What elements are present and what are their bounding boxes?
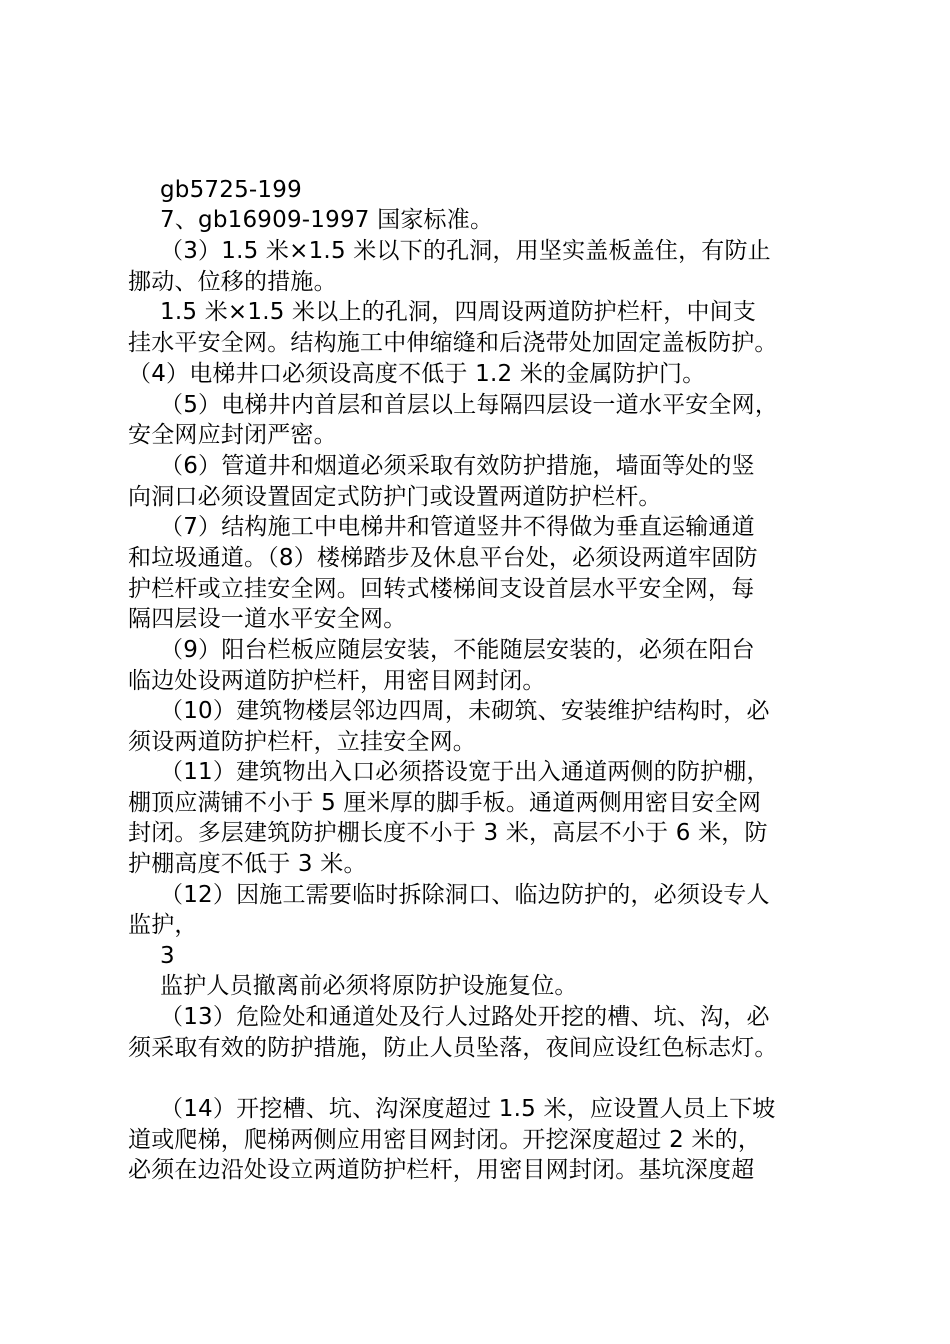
text-line: 7、gb16909-1997 国家标准。 bbox=[160, 207, 494, 233]
text-line: 护棚高度不低于 3 米。 bbox=[128, 851, 367, 877]
text-line: （10）建筑物楼层邻边四周，未砌筑、安装维护结构时，必 bbox=[160, 698, 770, 724]
text-line: （12）因施工需要临时拆除洞口、临边防护的，必须设专人 bbox=[160, 882, 770, 908]
text-line: （7）结构施工中电梯井和管道竖井不得做为垂直运输通道 bbox=[160, 514, 755, 540]
text-line: （6）管道井和烟道必须采取有效防护措施，墙面等处的竖 bbox=[160, 453, 755, 479]
text-line: 安全网应封闭严密。 bbox=[128, 422, 337, 448]
page-number: 3 bbox=[160, 943, 175, 969]
text-line: （13）危险处和通道处及行人过路处开挖的槽、坑、沟，必 bbox=[160, 1004, 770, 1030]
text-line: 须采取有效的防护措施，防止人员坠落，夜间应设红色标志灯。 bbox=[128, 1035, 778, 1061]
text-line: gb5725-199 bbox=[160, 177, 302, 203]
text-line: 护栏杆或立挂安全网。回转式楼梯间支设首层水平安全网，每 bbox=[128, 576, 755, 602]
text-line: （5）电梯井内首层和首层以上每隔四层设一道水平安全网， bbox=[160, 392, 779, 418]
text-line: （11）建筑物出入口必须搭设宽于出入通道两侧的防护棚， bbox=[160, 759, 770, 785]
text-line: 1.5 米×1.5 米以上的孔洞，四周设两道防护栏杆，中间支 bbox=[160, 299, 757, 325]
text-line: 和垃圾通道。（8）楼梯踏步及休息平台处，必须设两道牢固防 bbox=[128, 545, 758, 571]
text-line: 隔四层设一道水平安全网。 bbox=[128, 606, 407, 632]
text-line: 挪动、位移的措施。 bbox=[128, 269, 337, 295]
text-line: 监护， bbox=[128, 912, 198, 938]
text-line: 临边处设两道防护栏杆，用密目网封闭。 bbox=[128, 668, 546, 694]
text-line: 必须在边沿处设立两道防护栏杆，用密目网封闭。基坑深度超 bbox=[128, 1157, 755, 1183]
text-line: 监护人员撤离前必须将原防护设施复位。 bbox=[160, 973, 578, 999]
text-line: 封闭。多层建筑防护棚长度不小于 3 米，高层不小于 6 米，防 bbox=[128, 820, 768, 846]
text-line: 道或爬梯，爬梯两侧应用密目网封闭。开挖深度超过 2 米的， bbox=[128, 1127, 762, 1153]
text-line: （3）1.5 米×1.5 米以下的孔洞，用坚实盖板盖住，有防止 bbox=[160, 238, 771, 264]
text-line: 挂水平安全网。结构施工中伸缩缝和后浇带处加固定盖板防护。 bbox=[128, 330, 778, 356]
text-line: 须设两道防护栏杆，立挂安全网。 bbox=[128, 729, 476, 755]
text-line: （4）电梯井口必须设高度不低于 1.2 米的金属防护门。 bbox=[128, 361, 706, 387]
text-line: （14）开挖槽、坑、沟深度超过 1.5 米，应设置人员上下坡 bbox=[160, 1096, 776, 1122]
text-line: （9）阳台栏板应随层安装，不能随层安装的，必须在阳台 bbox=[160, 637, 755, 663]
text-line: 向洞口必须设置固定式防护门或设置两道防护栏杆。 bbox=[128, 484, 662, 510]
text-line: 棚顶应满铺不小于 5 厘米厚的脚手板。通道两侧用密目安全网 bbox=[128, 790, 762, 816]
